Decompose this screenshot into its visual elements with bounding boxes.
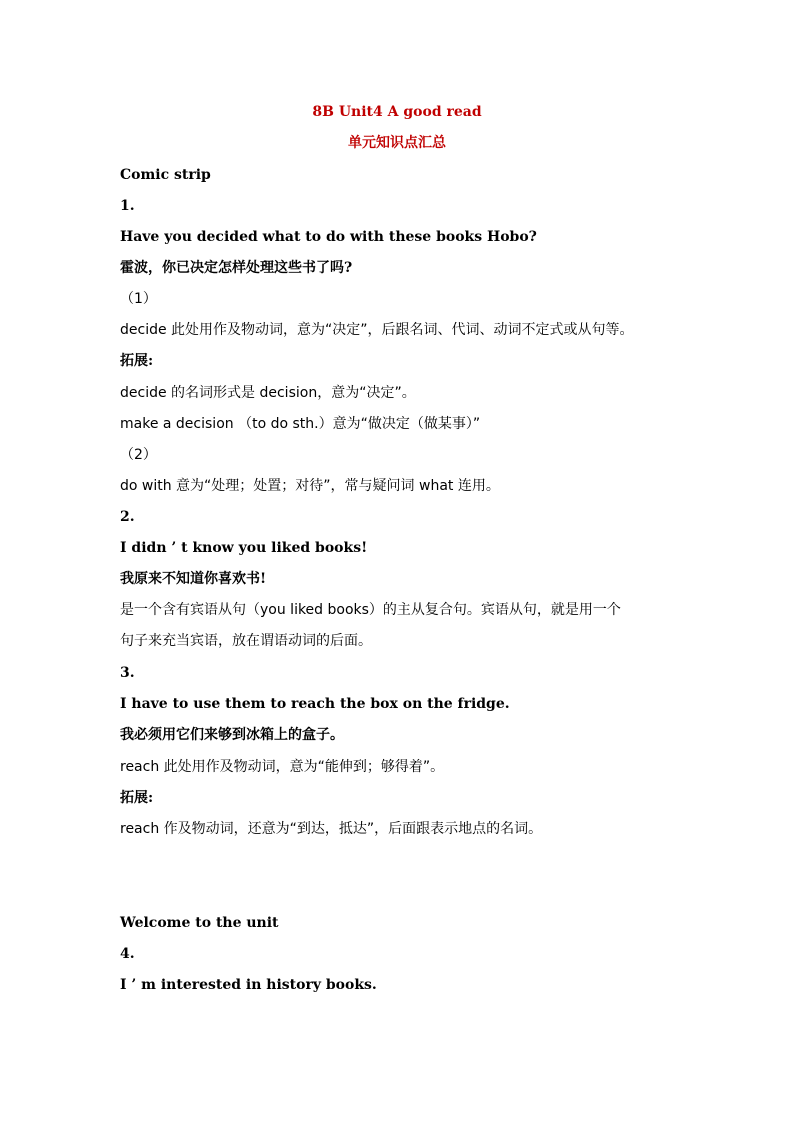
note-marker-1: （1）: [120, 291, 157, 307]
item-number-4: 4.: [120, 946, 135, 962]
document-subtitle: 单元知识点汇总: [348, 135, 446, 151]
note-marker-2: （2）: [120, 447, 157, 463]
item-number-2: 2.: [120, 509, 135, 525]
sentence-chinese-3: 我必须用它们来够到冰箱上的盒子。: [120, 727, 344, 743]
extension-label: 拓展:: [120, 353, 154, 369]
sentence-english-4: I ’ m interested in history books.: [120, 977, 377, 993]
note-text: reach 作及物动词，还意为“到达，抵达”，后面跟表示地点的名词。: [120, 821, 543, 837]
sentence-english-2: I didn ’ t know you liked books!: [120, 540, 368, 556]
document-title: 8B Unit4 A good read: [312, 104, 482, 120]
extension-label: 拓展:: [120, 790, 154, 806]
note-text: 句子来充当宾语，放在谓语动词的后面。: [120, 633, 372, 649]
item-number-1: 1.: [120, 198, 135, 214]
note-text: decide 的名词形式是 decision，意为“决定”。: [120, 385, 416, 401]
note-text: decide 此处用作及物动词，意为“决定”，后跟名词、代词、动词不定式或从句等。: [120, 322, 634, 338]
section-heading-comic-strip: Comic strip: [120, 167, 211, 183]
sentence-english-3: I have to use them to reach the box on the fridge.: [120, 696, 510, 712]
sentence-english-1: Have you decided what to do with these books Hobo?: [120, 229, 537, 245]
sentence-chinese-2: 我原来不知道你喜欢书!: [120, 571, 267, 587]
sentence-chinese-1: 霍波，你已决定怎样处理这些书了吗?: [120, 260, 353, 276]
note-text: reach 此处用作及物动词，意为“能伸到；够得着”。: [120, 759, 445, 775]
item-number-3: 3.: [120, 665, 135, 681]
note-text: do with 意为“处理；处置；对待”，常与疑问词 what 连用。: [120, 478, 500, 494]
note-text: 是一个含有宾语从句（you liked books）的主从复合句。宾语从句，就是用一个: [120, 602, 621, 618]
section-heading-welcome: Welcome to the unit: [120, 915, 279, 931]
note-text: make a decision （to do sth.）意为“做决定（做某事）”: [120, 416, 481, 432]
